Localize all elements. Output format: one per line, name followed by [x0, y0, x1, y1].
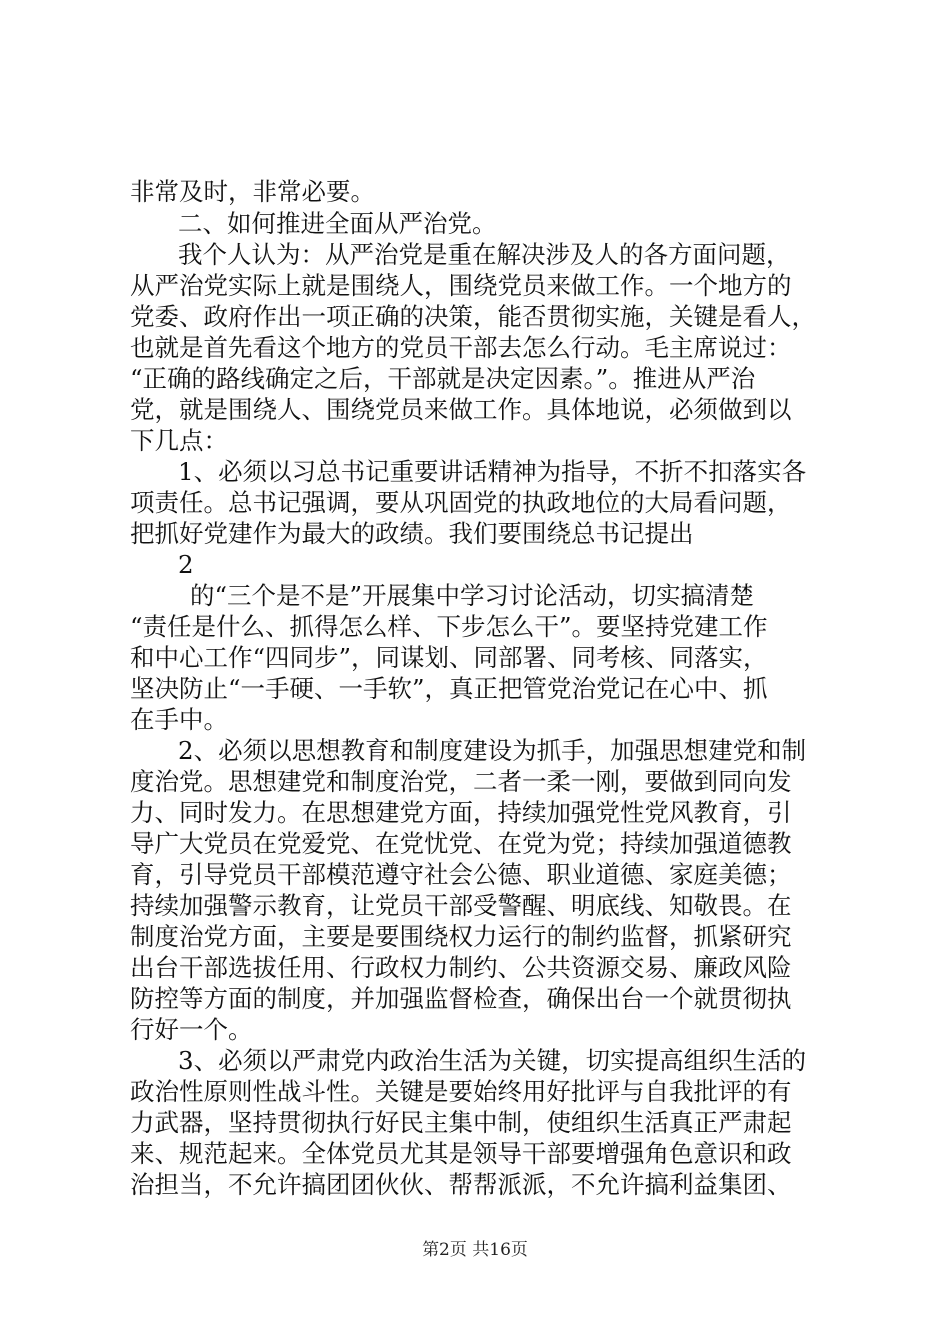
text-line: “正确的路线确定之后，干部就是决定因素。”。推进从严治: [130, 364, 756, 393]
text-line: “责任是什么、抓得怎么样、下步怎么干”。要坚持党建工作: [130, 612, 768, 641]
text-line: 从严治党实际上就是围绕人，围绕党员来做工作。一个地方的: [130, 271, 792, 300]
text-line: 1、必须以习总书记重要讲话精神为指导，不折不扣落实各: [178, 457, 807, 486]
page-footer: [0, 1238, 950, 1262]
text-line: 力武器，坚持贯彻执行好民主集中制，使组织生活真正严肃起: [130, 1108, 792, 1137]
text-line: 导广大党员在党爱党、在党忧党、在党为党；持续加强道德教: [130, 829, 792, 858]
text-line: 防控等方面的制度，并加强监督检查，确保出台一个就贯彻执: [130, 984, 792, 1013]
text-line: 力、同时发力。在思想建党方面，持续加强党性党风教育，引: [130, 798, 792, 827]
text-line: 来、规范起来。全体党员尤其是领导干部要增强角色意识和政: [130, 1139, 792, 1168]
page-number-label: 第2页 共16页: [422, 1240, 528, 1260]
text-line: 制度治党方面，主要是要围绕权力运行的制约监督，抓紧研究: [130, 922, 792, 951]
text-line: 坚决防止“一手硬、一手软”，真正把管党治党记在心中、抓: [130, 674, 768, 703]
text-line: 也就是首先看这个地方的党员干部去怎么行动。毛主席说过：: [130, 333, 792, 362]
text-line: 在手中。: [130, 705, 228, 734]
text-line: 非常及时，非常必要。: [130, 177, 375, 206]
text-line: 政治性原则性战斗性。关键是要始终用好批评与自我批评的有: [130, 1077, 792, 1106]
section-heading: 二、如何推进全面从严治党。: [178, 209, 497, 238]
text-line: 3、必须以严肃党内政治生活为关键，切实提高组织生活的: [178, 1046, 807, 1075]
text-line: 把抓好党建作为最大的政绩。我们要围绕总书记提出: [130, 519, 694, 548]
text-line: 我个人认为：从严治党是重在解决涉及人的各方面问题，: [178, 240, 791, 269]
text-line: 出台干部选拔任用、行政权力制约、公共资源交易、廉政风险: [130, 953, 792, 982]
text-line: 行好一个。: [130, 1015, 253, 1044]
text-line: 育，引导党员干部模范遵守社会公德、职业道德、家庭美德；: [130, 860, 792, 889]
text-line: 持续加强警示教育，让党员干部受警醒、明底线、知敬畏。在: [130, 891, 792, 920]
text-line: 和中心工作“四同步”，同谋划、同部署、同考核、同落实，: [130, 643, 768, 672]
text-line: 治担当，不允许搞团团伙伙、帮帮派派，不允许搞利益集团、: [130, 1170, 792, 1199]
text-line: 党委、政府作出一项正确的决策，能否贯彻实施，关键是看人，: [130, 302, 816, 331]
text-line: 2、必须以思想教育和制度建设为抓手，加强思想建党和制: [178, 736, 807, 765]
text-line: 的“三个是不是”开展集中学习讨论活动，切实搞清楚: [190, 581, 755, 610]
text-line: 度治党。思想建党和制度治党，二者一柔一刚，要做到同向发: [130, 767, 792, 796]
text-line: 党，就是围绕人、围绕党员来做工作。具体地说，必须做到以: [130, 395, 792, 424]
page-break-number: 2: [178, 550, 194, 579]
text-line: 项责任。总书记强调，要从巩固党的执政地位的大局看问题，: [130, 488, 792, 517]
text-line: 下几点：: [130, 426, 228, 455]
